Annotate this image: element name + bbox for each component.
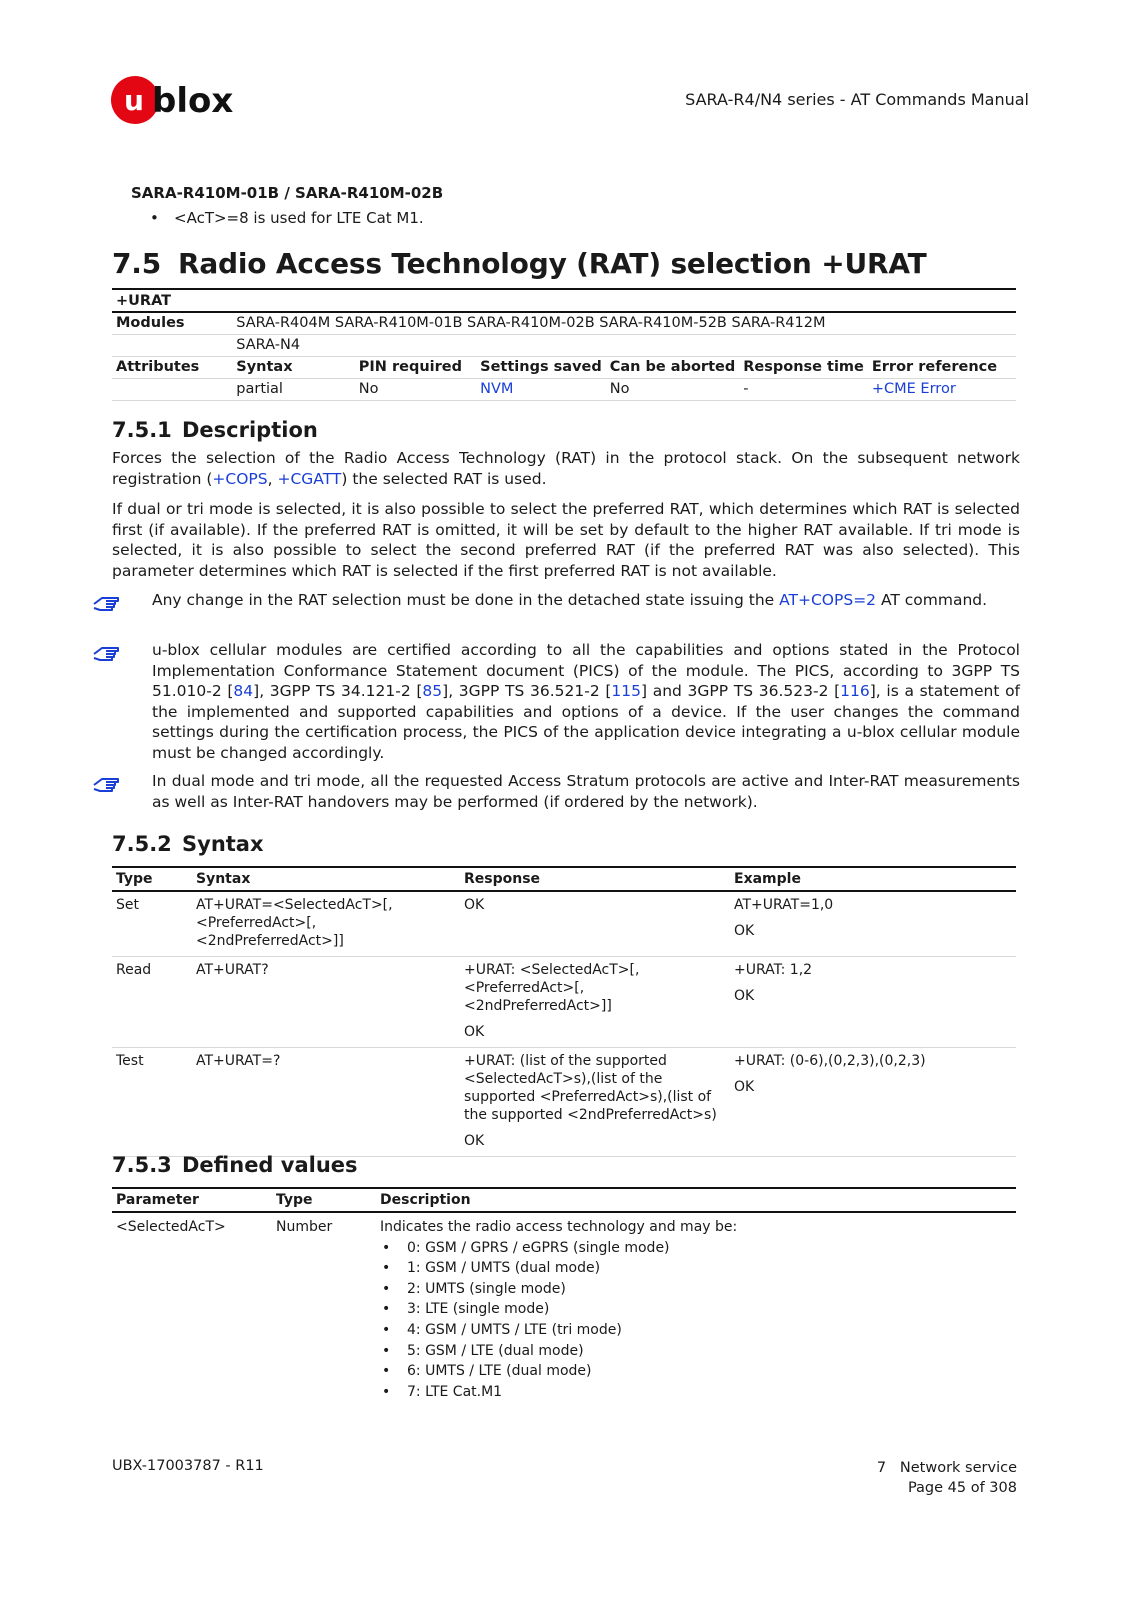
ref-85-link[interactable]: 85 <box>422 682 443 700</box>
syntax-col-header: Response <box>460 867 730 891</box>
table-row <box>112 1212 1016 1406</box>
attr-value: partial <box>232 378 355 400</box>
list-item: • 3: LTE (single mode) <box>382 1301 550 1318</box>
syntax-command: AT+URAT=<SelectedAcT>[,<PreferredAct>[,<2ndPreferredAct>]] <box>192 891 460 957</box>
syntax-response: +URAT: <SelectedAcT>[,<PreferredAct>[,<2ndPreferredAct>]] OK <box>460 957 730 1048</box>
pointing-hand-icon <box>92 641 124 665</box>
defined-values-table <box>112 1187 1016 1406</box>
dv-col-header: Description <box>376 1188 1016 1212</box>
attr-header: Response time <box>739 356 868 378</box>
nvm-link[interactable]: NVM <box>480 381 514 397</box>
defined-values-heading: 7.5.3 Defined values <box>112 1153 358 1177</box>
ublox-logo <box>110 72 260 128</box>
module-subheading: SARA-R410M-01B / SARA-R410M-02B <box>131 184 444 202</box>
syntax-command: AT+URAT=? <box>192 1048 460 1157</box>
dv-col-header: Parameter <box>112 1188 272 1212</box>
list-item: • 0: GSM / GPRS / eGPRS (single mode) <box>382 1239 670 1256</box>
attributes-label: Attributes <box>112 356 232 378</box>
syntax-example: +URAT: (0-6),(0,2,3),(0,2,3) OK <box>730 1048 1016 1157</box>
attr-value: - <box>739 378 868 400</box>
value-list <box>380 1238 1012 1403</box>
footer-doc-id: UBX-17003787 - R11 <box>112 1458 264 1474</box>
table-row <box>112 957 1016 1048</box>
footer-chapter: 7 Network service <box>876 1460 1017 1476</box>
syntax-response: +URAT: (list of the supported <SelectedAcT>s),(list of the supported <PreferredAct>s),(list of the supported <2ndPreferredAct>s) OK <box>460 1048 730 1157</box>
syntax-col-header: Syntax <box>192 867 460 891</box>
syntax-col-header: Type <box>112 867 192 891</box>
note-2: u-blox cellular modules are certified according to all the capabilities and options stated in the Protocol Implementation Conformance Statement document (PICS) of the module. The PICS, according to 3GPP TS 51.010-2 [84], 3GPP TS 34.121-2 [85], 3GPP TS 36.521-2 [115] and 3GPP TS 36.523-2 [116], is a statement of the implemented and supported capabilities and options of a device. If the user changes the command settings during the certification process, the PICS of the application device integrating a u-blox cellular module must be changed accordingly. <box>152 641 1021 762</box>
svg-text:u: u <box>124 84 144 117</box>
syntax-type: Set <box>112 891 192 957</box>
table-row <box>112 1048 1016 1157</box>
syntax-table <box>112 866 1016 1157</box>
dv-col-header: Type <box>272 1188 376 1212</box>
list-item: • 2: UMTS (single mode) <box>382 1280 566 1297</box>
note-3: In dual mode and tri mode, all the requested Access Stratum protocols are active and Inter-RAT measurements as well as Inter-RAT handovers may be performed (if ordered by the network). <box>152 772 1020 811</box>
list-item: • 7: LTE Cat.M1 <box>382 1383 503 1400</box>
dv-description: Indicates the radio access technology and may be: • 0: GSM / GPRS / eGPRS (single mode) • 1: GSM / UMTS (dual mode) • 2: UMTS (single mode) • 3: LTE (single mode) • 4: GSM / UMTS / LTE (tri mode) • 5: GSM / LTE (dual mode) • 6: UMTS / LTE (dual mode) • 7: LTE Cat.M1 <box>376 1212 1016 1406</box>
modules-list-cont: SARA-N4 <box>232 334 1016 356</box>
cme-error-link[interactable]: +CME Error <box>871 381 956 397</box>
pointing-hand-icon <box>92 772 124 796</box>
svg-text:blox: blox <box>152 81 234 121</box>
command-attributes-table <box>112 290 1016 401</box>
description-paragraph-2: If dual or tri mode is selected, it is also possible to select the preferred RAT, which determines which RAT is selected first (if available). If the preferred RAT is omitted, it will be set by default to the higher RAT available. If tri mode is selected, it is also possible to select the second preferred RAT (if the preferred RAT was also selected). This parameter determines which RAT is selected if the first preferred RAT is not available. <box>112 500 1020 580</box>
list-item: • 6: UMTS / LTE (dual mode) <box>382 1363 592 1380</box>
syntax-col-header: Example <box>730 867 1016 891</box>
attr-header: Settings saved <box>476 356 606 378</box>
note-1: Any change in the RAT selection must be done in the detached state issuing the AT+COPS=2 AT command. <box>152 591 988 609</box>
syntax-heading: 7.5.2 Syntax <box>112 832 264 856</box>
syntax-type: Test <box>112 1048 192 1157</box>
footer-page-number: Page 45 of 308 <box>907 1480 1017 1496</box>
document-title: SARA-R4/N4 series - AT Commands Manual <box>685 90 1029 109</box>
syntax-command: AT+URAT? <box>192 957 460 1048</box>
attr-header: Can be aborted <box>606 356 739 378</box>
list-item: • 5: GSM / LTE (dual mode) <box>382 1342 584 1359</box>
ref-115-link[interactable]: 115 <box>611 682 641 700</box>
command-name: +URAT <box>112 290 1016 312</box>
ref-116-link[interactable]: 116 <box>840 682 870 700</box>
syntax-example: AT+URAT=1,0 OK <box>730 891 1016 957</box>
attr-value: No <box>355 378 476 400</box>
modules-list: SARA-R404M SARA-R410M-01B SARA-R410M-02B SARA-R410M-52B SARA-R412M <box>232 312 1016 334</box>
footer-page-info <box>877 1458 1017 1498</box>
attr-header: Syntax <box>232 356 355 378</box>
pointing-hand-icon <box>92 591 124 615</box>
cgatt-link[interactable]: +CGATT <box>277 469 342 488</box>
dv-parameter: <SelectedAcT> <box>116 1219 226 1235</box>
list-item: • 1: GSM / UMTS (dual mode) <box>382 1260 601 1277</box>
attr-header: Error reference <box>868 356 1016 378</box>
cops2-link[interactable]: AT+COPS=2 <box>779 591 877 609</box>
syntax-example: +URAT: 1,2 OK <box>730 957 1016 1048</box>
intro-bullet: • <AcT>=8 is used for LTE Cat M1. <box>150 209 424 227</box>
ref-84-link[interactable]: 84 <box>233 682 254 700</box>
cops-link[interactable]: +COPS <box>212 469 268 488</box>
syntax-type: Read <box>112 957 192 1048</box>
list-item: • 4: GSM / UMTS / LTE (tri mode) <box>382 1321 622 1338</box>
section-heading: 7.5 Radio Access Technology (RAT) selection +URAT <box>112 247 927 280</box>
description-heading: 7.5.1 Description <box>112 418 318 442</box>
syntax-response: OK <box>460 891 730 957</box>
table-row <box>112 891 1016 957</box>
attr-value: No <box>606 378 739 400</box>
attr-header: PIN required <box>355 356 476 378</box>
description-paragraph-1: Forces the selection of the Radio Access Technology (RAT) in the protocol stack. On the subsequent network registration (+COPS, +CGATT) the selected RAT is used. <box>112 449 1020 488</box>
modules-label: Modules <box>112 312 232 334</box>
dv-type: Number <box>276 1219 333 1235</box>
